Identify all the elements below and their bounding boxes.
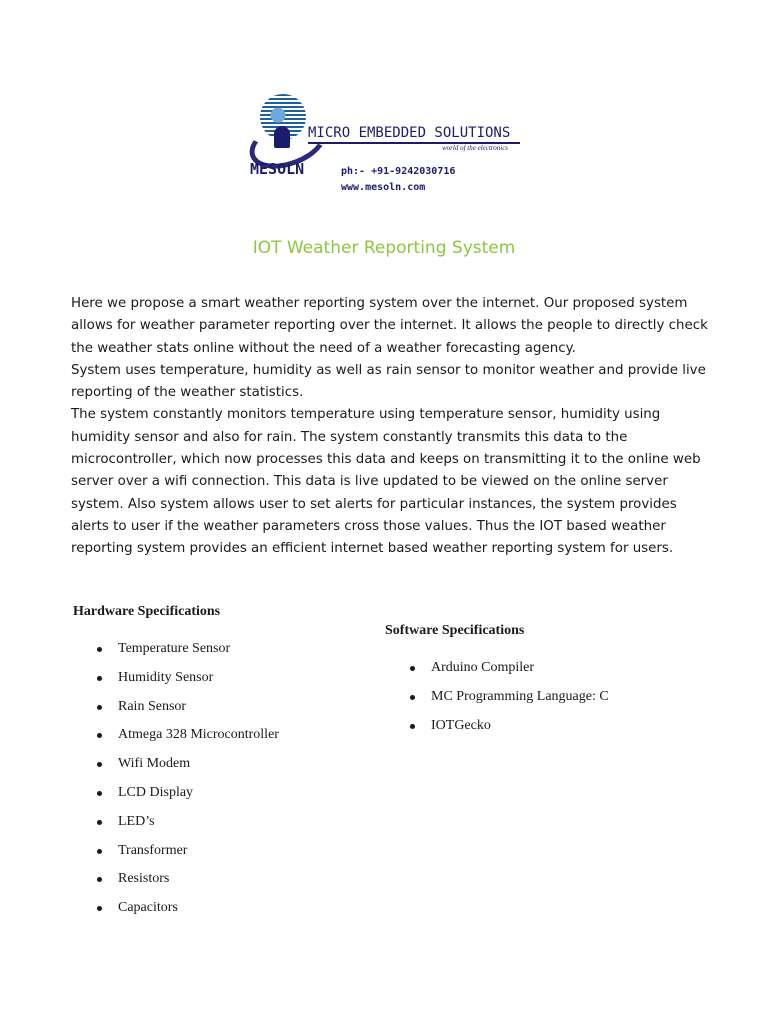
- hardware-list: [97, 639, 279, 927]
- software-specifications: [385, 623, 609, 744]
- description-body: [71, 293, 711, 561]
- document-title: IOT Weather Reporting System: [252, 238, 516, 258]
- software-list: [410, 658, 609, 744]
- list-item: Temperature Sensor: [97, 639, 279, 668]
- company-logo: [246, 92, 546, 202]
- company-tagline: world of the electronics: [442, 144, 509, 152]
- list-item: Wifi Modem: [97, 754, 279, 783]
- paragraph: The system constantly monitors temperature using temperature sensor, humidity using humidity sensor and also for rain. The system constantly transmits this data to the microcontroller, which now processes this data and keeps on transmitting it to the online web server over a wifi connection. This data is live updated to be viewed on the online server system. Also system allows user to set alerts for particular instances, the system provides alerts to user if the weather parameters cross those values. Thus the IOT based weather reporting system provides an efficient internet based weather reporting system for users.: [71, 407, 701, 557]
- logo-short-name: MESOLN: [250, 160, 305, 178]
- list-item: Rain Sensor: [97, 697, 279, 726]
- phone-number: ph:- +91-9242030716: [341, 166, 456, 177]
- list-item: Arduino Compiler: [410, 658, 609, 687]
- list-item: MC Programming Language: C: [410, 687, 609, 716]
- list-item: Atmega 328 Microcontroller: [97, 725, 279, 754]
- list-item: LCD Display: [97, 783, 279, 812]
- paragraph: Here we propose a smart weather reporting system over the internet. Our proposed system allows for weather parameter reporting over the internet. It allows the people to directly check the weather stats online without the need of a weather forecasting agency.: [71, 296, 708, 356]
- person-figure-icon: [274, 126, 290, 148]
- list-item: LED’s: [97, 812, 279, 841]
- list-item: Resistors: [97, 869, 279, 898]
- company-name: MICRO EMBEDDED SOLUTIONS: [308, 125, 511, 141]
- website-link[interactable]: www.mesoln.com: [341, 182, 426, 193]
- paragraph: System uses temperature, humidity as well as rain sensor to monitor weather and provide live reporting of the weather statistics.: [71, 362, 706, 401]
- list-item: Humidity Sensor: [97, 668, 279, 697]
- hardware-specifications: [73, 604, 279, 927]
- list-item: IOTGecko: [410, 716, 609, 745]
- hardware-heading: Hardware Specifications: [73, 604, 221, 619]
- list-item: Capacitors: [97, 898, 279, 927]
- software-heading: Software Specifications: [385, 623, 525, 638]
- list-item: Transformer: [97, 841, 279, 870]
